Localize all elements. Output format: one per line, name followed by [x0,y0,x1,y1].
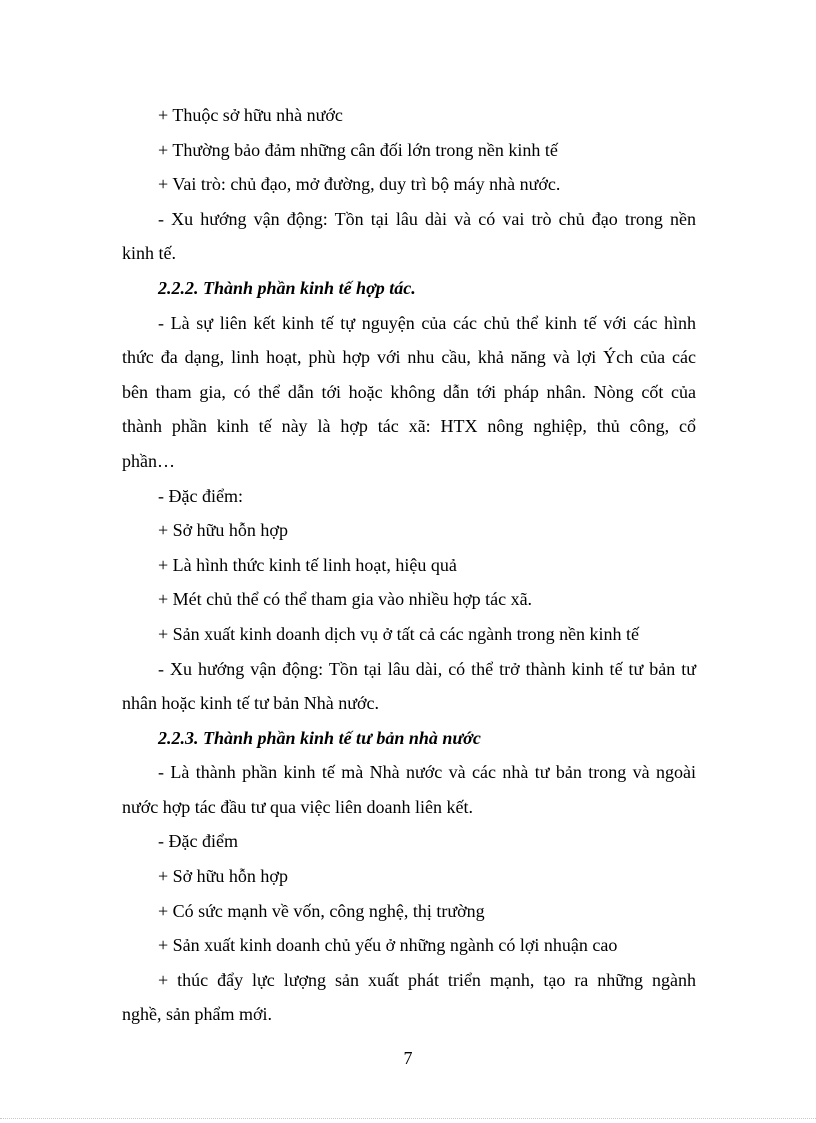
paragraph-line: thức đa dạng, linh hoạt, phù hợp với nhu cầu, khả năng và lợi Ých của các [122,347,696,368]
bullet-line: + Sản xuất kinh doanh chủ yếu ở những ngành có lợi nhuận cao [158,935,618,956]
section-heading: 2.2.3. Thành phần kinh tế tư bản nhà nước [158,727,481,748]
bullet-line: + Thường bảo đảm những cân đối lớn trong nền kinh tế [158,139,558,160]
paragraph-line: - Là sự liên kết kinh tế tự nguyện của các chủ thể kinh tế với các hình [158,312,696,333]
paragraph-line: kinh tế. [122,243,176,264]
bullet-line: + Có sức mạnh về vốn, công nghệ, thị trường [158,900,485,921]
body-text [122,98,696,1032]
bullet-line: + Sở hữu hỗn hợp [158,866,288,887]
paragraph-line: thành phần kinh tế này là hợp tác xã: HTX nông nghiệp, thủ công, cổ [122,416,696,437]
paragraph-line: nghề, sản phẩm mới. [122,1004,272,1025]
bullet-line: + Là hình thức kinh tế linh hoạt, hiệu quả [158,554,457,575]
paragraph-line: phần… [122,450,175,471]
paragraph-line: - Là thành phần kinh tế mà Nhà nước và các nhà tư bản trong và ngoài [158,762,696,783]
bullet-line: + Sản xuất kinh doanh dịch vụ ở tất cả các ngành trong nền kinh tế [158,623,640,644]
bullet-line: + Sở hữu hỗn hợp [158,520,288,541]
paragraph-line: nước hợp tác đầu tư qua việc liên doanh liên kết. [122,796,473,817]
bullet-line: + Vai trò: chủ đạo, mở đường, duy trì bộ máy nhà nước. [158,174,561,195]
paragraph-line: - Xu hướng vận động: Tồn tại lâu dài, có thể trở thành kinh tế tư bản tư [158,658,696,679]
paragraph-line: + thúc đẩy lực lượng sản xuất phát triển mạnh, tạo ra những ngành [158,969,696,990]
paragraph-line: bên tham gia, có thể dẫn tới hoặc không dẫn tới pháp nhân. Nòng cốt của [122,381,696,402]
bullet-line: + Mét chủ thể có thể tham gia vào nhiều hợp tác xã. [158,589,533,610]
bullet-line: - Đặc điểm: [158,485,243,506]
page-number: 7 [403,1048,413,1068]
section-heading: 2.2.2. Thành phần kinh tế hợp tác. [158,277,416,298]
bullet-line: - Đặc điểm [158,831,238,852]
paragraph-line: nhân hoặc kinh tế tư bản Nhà nước. [122,693,379,714]
paragraph-line: - Xu hướng vận động: Tồn tại lâu dài và có vai trò chủ đạo trong nền [158,208,696,229]
page-bottom-divider [0,1118,816,1119]
bullet-line: + Thuộc sở hữu nhà nước [158,105,343,125]
